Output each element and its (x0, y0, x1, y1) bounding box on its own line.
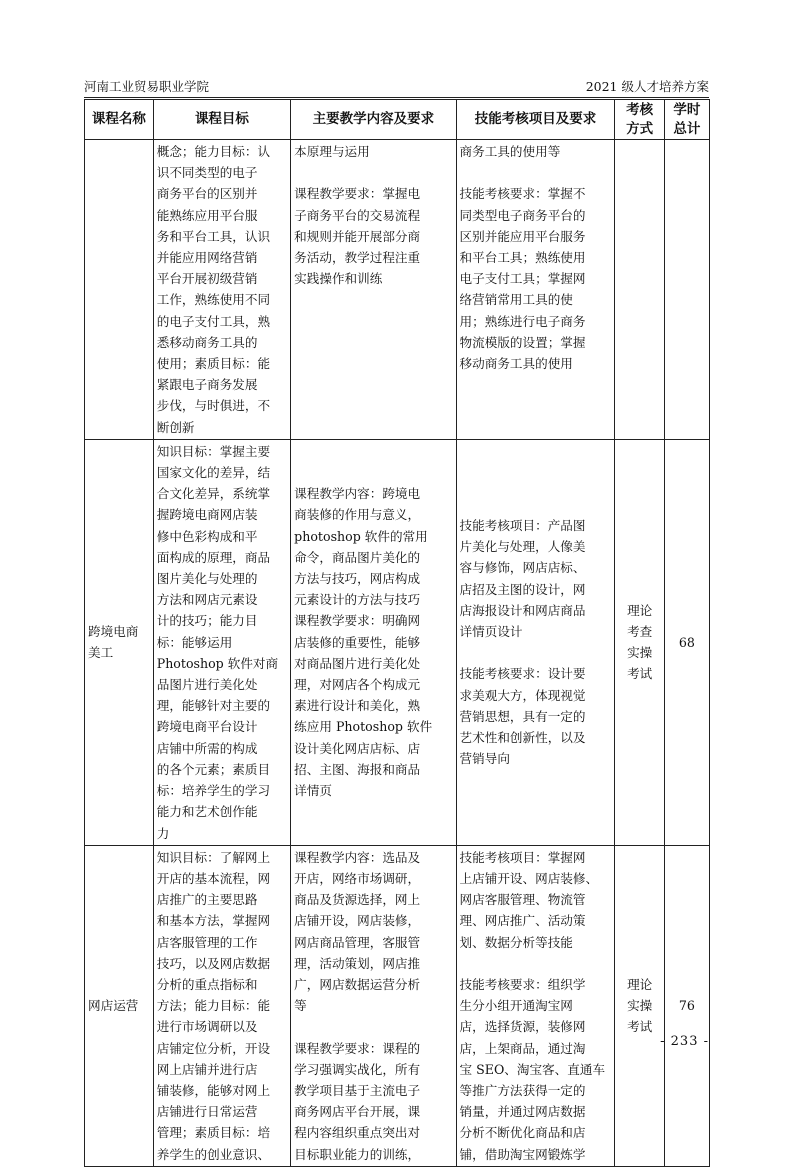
course-name-cell: 网店运营 (85, 845, 154, 1166)
course-skills-cell: 技能考核项目：掌握网 上店铺开设、网店装修、 网店客服管理、物流管 理、网店推广、活动策 划、数据分析等技能 技能考核要求：组织学 生分小组开通淘宝网 店，选择货源，装修网 店，上架商品，通过淘 宝 SEO、淘宝客、直通车 等推广方法获得一定的 销量，并通过网店数据 分析不断优化商品和店 铺，借助淘宝网锻炼学 (456, 845, 615, 1166)
header-divider (84, 97, 709, 98)
col-header-assessment: 考核 方式 (615, 100, 664, 140)
course-content-cell: 课程教学内容：选品及 开店，网络市场调研， 商品及货源选择，网上 店铺开设，网店装修， 网店商品管理，客服管 理，活动策划，网店推 广，网店数据运营分析 等 课程教学要求：课程的 学习强调实战化，所有 教学项目基于主流电子 商务网店平台开展，课 程内容组织重点突出对 目标职业能力的训练， (291, 845, 456, 1166)
course-content-cell: 本原理与运用 课程教学要求：掌握电 子商务平台的交易流程 和规则并能开展部分商 务活动，教学过程注重 实践操作和训练 (291, 140, 456, 440)
course-goal-cell: 知识目标：了解网上 开店的基本流程，网 店推广的主要思路 和基本方法，掌握网 店客服管理的工作 技巧，以及网店数据 分析的重点指标和 方法；能力目标：能 进行市场调研以及 店铺定位分析，开设 网上店铺并进行店 铺装修，能够对网上 店铺进行日常运营 管理；素质目标：培 养学生的创业意识、 (153, 845, 290, 1166)
assessment-cell (615, 140, 664, 440)
table-row (85, 439, 710, 845)
col-header-skills: 技能考核项目及要求 (456, 100, 615, 140)
course-skills-cell: 技能考核项目：产品图 片美化与处理，人像美 容与修饰，网店店标、 店招及主图的设计，网 店海报设计和网店商品 详情页设计 技能考核要求：设计要 求美观大方，体现视觉 营销思想，具有一定的 艺术性和创新性，以及 营销导向 (456, 439, 615, 845)
document-title: 2021 级人才培养方案 (585, 79, 709, 94)
col-header-content: 主要教学内容及要求 (291, 100, 456, 140)
assessment-cell: 理论 实操 考试 (615, 845, 664, 1166)
hours-cell (664, 140, 709, 440)
table-row (85, 845, 710, 1166)
course-skills-cell: 商务工具的使用等 技能考核要求：掌握不 同类型电子商务平台的 区别并能应用平台服务 和平台工具；熟练使用 电子支付工具；掌握网 络营销常用工具的使 用；熟练进行电子商务 物流模版的设置；掌握 移动商务工具的使用 (456, 140, 615, 440)
hours-cell: 68 (664, 439, 709, 845)
page-number: - 233 - (660, 1034, 709, 1049)
course-content-cell: 课程教学内容：跨境电 商装修的作用与意义， photoshop 软件的常用 命令，商品图片美化的 方法与技巧，网店构成 元素设计的方法与技巧 课程教学要求：明确网 店装修的重要性，能够 对商品图片进行美化处 理，对网店各个构成元 素进行设计和美化，熟 练应用 Photoshop 软件 设计美化网店店标、店 招、主图、海报和商品 详情页 (291, 439, 456, 845)
institution-name: 河南工业贸易职业学院 (84, 79, 210, 94)
table-row (85, 140, 710, 440)
assessment-cell: 理论 考查 实操 考试 (615, 439, 664, 845)
course-table (84, 99, 710, 1167)
course-name-cell (85, 140, 154, 440)
col-header-course-name: 课程名称 (85, 100, 154, 140)
col-header-course-goal: 课程目标 (153, 100, 290, 140)
table-header-row (85, 100, 710, 140)
course-goal-cell: 知识目标：掌握主要 国家文化的差异，结 合文化差异，系统掌 握跨境电商网店装 修中色彩构成和平 面构成的原理，商品 图片美化与处理的 方法和网店元素设 计的技巧；能力目 标：能够运用 Photoshop 软件对商 品图片进行美化处 理，能够针对主要的 跨境电商平台设计 店铺中所需的构成 的各个元素；素质目 标：培养学生的学习 能力和艺术创作能 力 (153, 439, 290, 845)
hours-cell: 76 (664, 845, 709, 1166)
page-header (84, 78, 709, 96)
course-goal-cell: 概念；能力目标：认 识不同类型的电子 商务平台的区别并 能熟练应用平台服 务和平台工具，认识 并能应用网络营销 平台开展初级营销 工作，熟练使用不同 的电子支付工具，熟 悉移动商务工具的 使用；素质目标：能 紧跟电子商务发展 步伐，与时俱进，不 断创新 (153, 140, 290, 440)
course-name-cell: 跨境电商 美工 (85, 439, 154, 845)
col-header-hours: 学时 总计 (664, 100, 709, 140)
